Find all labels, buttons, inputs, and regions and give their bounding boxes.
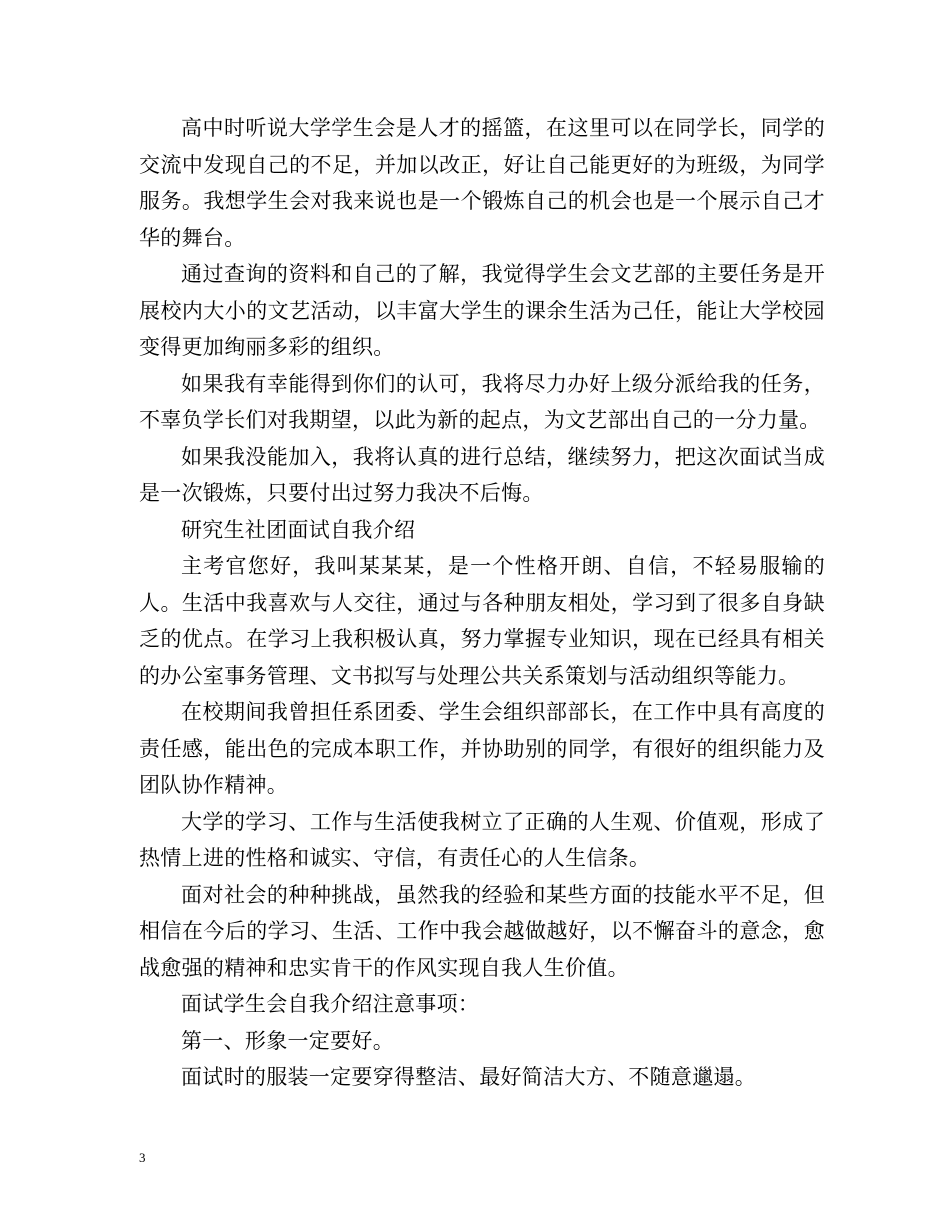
paragraph-2: 通过查询的资料和自己的了解，我觉得学生会文艺部的主要任务是开展校内大小的文艺活动，以丰富大学生的课余生活为己任，能让大学校园变得更加绚丽多彩的组织。: [139, 262, 825, 359]
paragraph-3: 如果我有幸能得到你们的认可，我将尽力办好上级分派给我的任务，不辜负学长们对我期望，以此为新的起点，为文艺部出自己的一分力量。: [139, 371, 825, 432]
paragraph-6: 主考官您好，我叫某某某，是一个性格开朗、自信，不轻易服输的人。生活中我喜欢与人交往，通过与各种朋友相处，学习到了很多自身缺乏的优点。在学习上我积极认真，努力掌握专业知识，现在已经具有相关的办公室事务管理、文书拟写与处理公共关系策划与活动组织等能力。: [139, 554, 825, 688]
paragraph-9: 面对社会的种种挑战，虽然我的经验和某些方面的技能水平不足，但相信在今后的学习、生活、工作中我会越做越好，以不懈奋斗的意念，愈战愈强的精神和忠实肯干的作风实现自我人生价值。: [139, 882, 825, 980]
section-heading-interview: 研究生社团面试自我介绍: [181, 517, 416, 542]
paragraph-11: 第一、形象一定要好。: [181, 1028, 394, 1053]
paragraph-1: 高中时听说大学学生会是人才的摇篮，在这里可以在同学长，同学的交流中发现自己的不足，并加以改正，好让自己能更好的为班级，为同学服务。我想学生会对我来说也是一个锻炼自己的机会也是一个展示自己才华的舞台。: [139, 116, 825, 250]
paragraph-8: 大学的学习、工作与生活使我树立了正确的人生观、价值观，形成了热情上进的性格和诚实、守信，有责任心的人生信条。: [139, 809, 825, 870]
paragraph-12: 面试时的服装一定要穿得整洁、最好简洁大方、不随意邋遢。: [181, 1065, 757, 1089]
section-heading-notes: 面试学生会自我介绍注意事项：: [181, 992, 480, 1016]
paragraph-4: 如果我没能加入，我将认真的进行总结，继续努力，把这次面试当成是一次锻炼，只要付出过努力我决不后悔。: [139, 444, 825, 505]
paragraph-7: 在校期间我曾担任系团委、学生会组织部部长，在工作中具有高度的责任感，能出色的完成本职工作，并协助别的同学，有很好的组织能力及团队协作精神。: [139, 700, 825, 797]
document-body: [139, 110, 825, 1096]
page-number: 3: [139, 1150, 146, 1165]
